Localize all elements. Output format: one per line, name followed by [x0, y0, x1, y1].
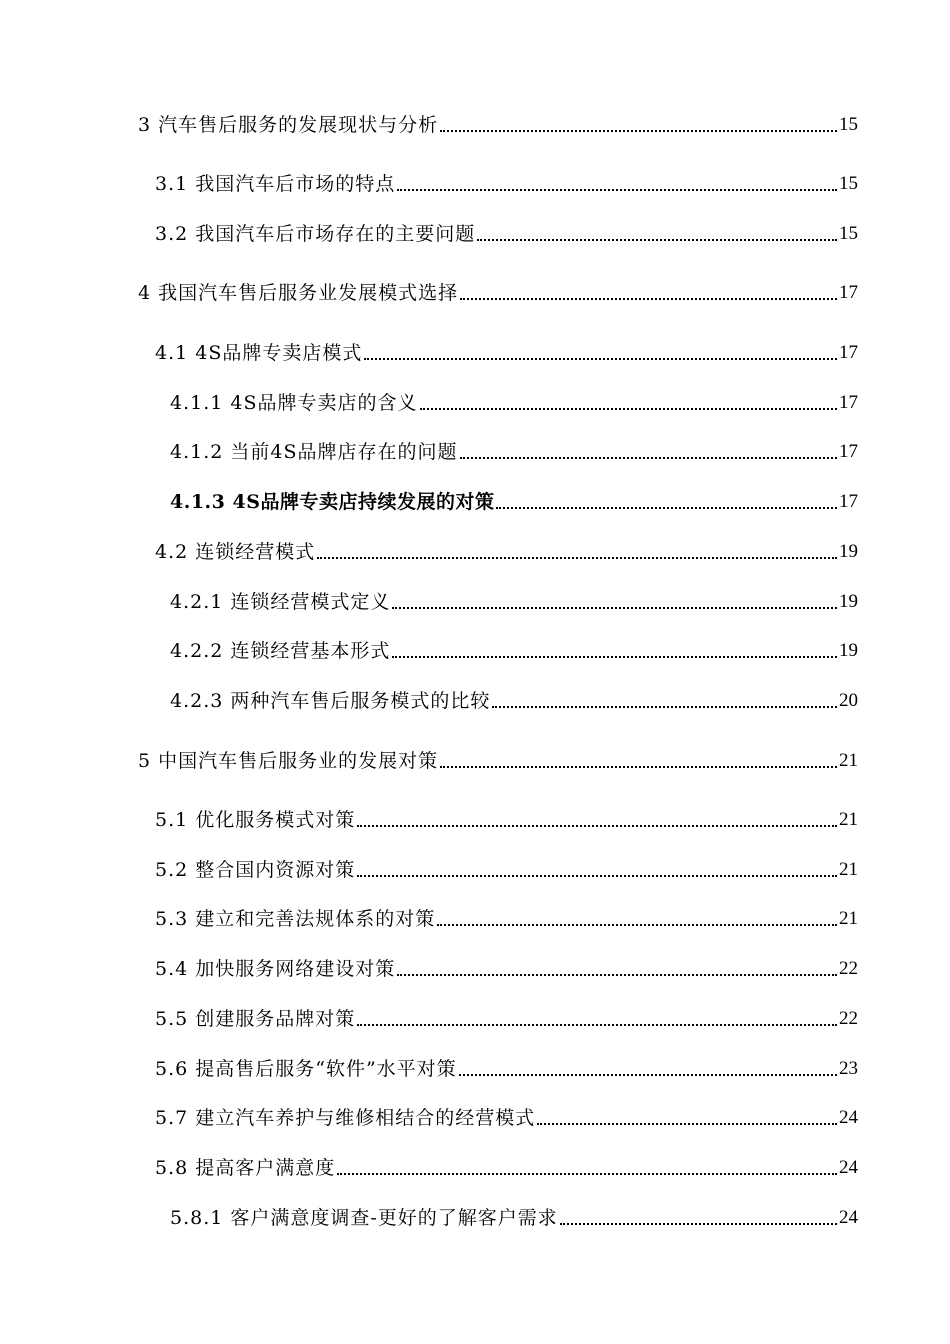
toc-page-number: 15: [839, 223, 858, 244]
toc-entry-title: 5.3 建立和完善法规体系的对策: [155, 908, 436, 930]
toc-entry[interactable]: [155, 1056, 858, 1082]
toc-dot-leader: [317, 557, 837, 559]
toc-dot-leader: [492, 706, 837, 708]
toc-page-number: 17: [839, 282, 858, 303]
toc-page-number: 19: [839, 541, 858, 562]
toc-entry-title: 4.2.3 两种汽车售后服务模式的比较: [170, 690, 491, 712]
toc-entry-title: 4.2.2 连锁经营基本形式: [170, 640, 391, 662]
toc-entry[interactable]: [155, 1105, 858, 1131]
toc-dot-leader: [357, 1024, 837, 1026]
toc-page-number: 15: [839, 173, 858, 194]
toc-entry[interactable]: [155, 1155, 858, 1181]
toc-dot-leader: [496, 507, 837, 509]
toc-entry-title: 3.2 我国汽车后市场存在的主要问题: [155, 223, 476, 245]
toc-entry[interactable]: [138, 112, 858, 138]
toc-page-number: 19: [839, 591, 858, 612]
toc-page-number: 17: [839, 441, 858, 462]
toc-dot-leader: [440, 130, 837, 132]
toc-entry[interactable]: [155, 1006, 858, 1032]
toc-entry-title: 5.7 建立汽车养护与维修相结合的经营模式: [155, 1107, 536, 1129]
toc-entry-title: 4.1.1 4S品牌专卖店的含义: [170, 392, 418, 414]
toc-page-number: 17: [839, 392, 858, 413]
toc-entry[interactable]: [155, 221, 858, 247]
toc-dot-leader: [397, 974, 837, 976]
toc-entry[interactable]: [170, 589, 858, 615]
toc-dot-leader: [392, 656, 837, 658]
toc-entry[interactable]: [155, 539, 858, 565]
toc-entry[interactable]: [155, 171, 858, 197]
toc-page-number: 22: [839, 958, 858, 979]
toc-page-number: 20: [839, 690, 858, 711]
toc-entry-title: 4.1.3 4S品牌专卖店持续发展的对策: [170, 491, 495, 513]
toc-entry[interactable]: [170, 1205, 858, 1231]
toc-page-number: 24: [839, 1157, 858, 1178]
toc-page-number: 21: [839, 859, 858, 880]
toc-entry-title: 5.1 优化服务模式对策: [155, 809, 356, 831]
toc-dot-leader: [460, 457, 838, 459]
toc-entry[interactable]: [155, 807, 858, 833]
toc-page-number: 22: [839, 1008, 858, 1029]
toc-page-number: 15: [839, 114, 858, 135]
toc-entry[interactable]: [170, 688, 858, 714]
toc-dot-leader: [437, 924, 837, 926]
toc-dot-leader: [537, 1123, 837, 1125]
toc-entry[interactable]: [170, 638, 858, 664]
toc-dot-leader: [477, 239, 837, 241]
toc-entry-title: 5.4 加快服务网络建设对策: [155, 958, 396, 980]
toc-dot-leader: [337, 1173, 837, 1175]
toc-entry-title: 5.2 整合国内资源对策: [155, 859, 356, 881]
toc-dot-leader: [392, 607, 837, 609]
toc-entry-title: 3.1 我国汽车后市场的特点: [155, 173, 396, 195]
toc-entry[interactable]: [170, 489, 858, 515]
toc-page-number: 24: [839, 1207, 858, 1228]
toc-page-number: 24: [839, 1107, 858, 1128]
toc-dot-leader: [420, 408, 838, 410]
toc-dot-leader: [460, 298, 837, 300]
toc-entry-title: 4.2.1 连锁经营模式定义: [170, 591, 391, 613]
toc-entry[interactable]: [138, 748, 858, 774]
toc-page-number: 17: [839, 491, 858, 512]
toc-page-number: 21: [839, 750, 858, 771]
toc-entry-title: 4 我国汽车售后服务业发展模式选择: [138, 282, 459, 304]
toc-entry[interactable]: [170, 390, 858, 416]
toc-page-number: 21: [839, 908, 858, 929]
toc-dot-leader: [364, 358, 837, 360]
toc-entry-title: 4.2 连锁经营模式: [155, 541, 316, 563]
toc-entry[interactable]: [155, 906, 858, 932]
toc-dot-leader: [397, 189, 837, 191]
toc-entry-title: 3 汽车售后服务的发展现状与分析: [138, 114, 439, 136]
toc-page-number: 21: [839, 809, 858, 830]
toc-dot-leader: [560, 1223, 837, 1225]
toc-entry[interactable]: [155, 340, 858, 366]
toc-entry-title: 5.8 提高客户满意度: [155, 1157, 336, 1179]
toc-dot-leader: [440, 766, 837, 768]
toc-page-number: 17: [839, 342, 858, 363]
toc-entry-title: 4.1 4S品牌专卖店模式: [155, 342, 363, 364]
toc-entry[interactable]: [155, 857, 858, 883]
toc-dot-leader: [459, 1074, 837, 1076]
toc-entry-title: 5.5 创建服务品牌对策: [155, 1008, 356, 1030]
toc-entry[interactable]: [155, 956, 858, 982]
toc-page-number: 23: [839, 1058, 858, 1079]
toc-entry-title: 5 中国汽车售后服务业的发展对策: [138, 750, 439, 772]
toc-page-number: 19: [839, 640, 858, 661]
toc-entry-title: 5.8.1 客户满意度调查-更好的了解客户需求: [170, 1207, 558, 1229]
toc-entry[interactable]: [170, 439, 858, 465]
toc-dot-leader: [357, 825, 837, 827]
toc-dot-leader: [357, 875, 837, 877]
toc-entry-title: 5.6 提高售后服务“软件”水平对策: [155, 1058, 457, 1080]
toc-entry-title: 4.1.2 当前4S品牌店存在的问题: [170, 441, 458, 463]
toc-entry[interactable]: [138, 280, 858, 306]
